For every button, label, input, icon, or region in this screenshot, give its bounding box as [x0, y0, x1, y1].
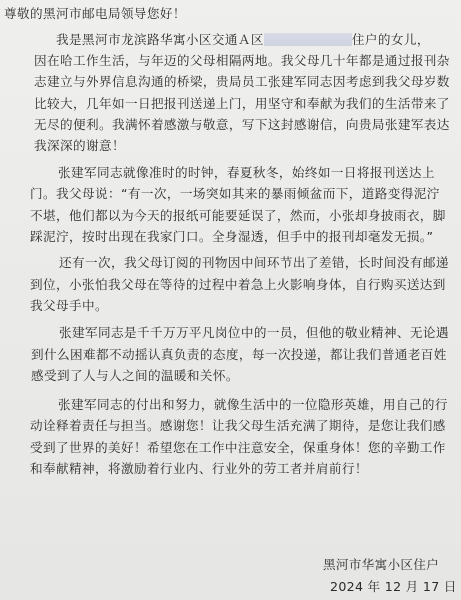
letter-line: 张建军同志是千千万万平凡岗位中的一员，但他的敬业精神、无论遇: [59, 325, 449, 340]
letter-line: 比较大，几年如一日把报刊送递上门，用坚守和奉献为我们的生活带来了: [34, 96, 450, 111]
letter-line: 志建立与外界信息沟通的桥梁，贵局员工张建军同志因考虑到我父母岁数: [34, 74, 450, 89]
letter-line: 动诠释着责任与担当。感谢您！让我父母生活充满了期待，是您让我们感: [30, 418, 446, 433]
letter-line: 因在哈工作生活，与年迈的父母相隔两地。我父母几十年都是通过报刊杂: [34, 53, 450, 68]
letter-line: 感受到了人与人之间的温暖和关怀。: [31, 368, 239, 383]
letter-line: 踩泥泞，按时出现在我家门口。全身湿透，但手中的报刊却毫发无损。”: [30, 229, 434, 244]
letter-line: 无尽的便利。我满怀着感激与敬意，写下这封感谢信，向贵局张建军表达: [34, 117, 450, 132]
letter-line: 张建军同志就像准时的时钟，春夏秋冬，始终如一日将报刊送达上: [58, 165, 435, 180]
letter-line-text: 住户的女儿，: [351, 32, 430, 47]
greeting: 尊敬的黑河市邮电局领导您好！: [4, 6, 186, 21]
letter-line: 和奉献精神，将激励着行业内、行业外的劳工者并肩前行！: [30, 461, 368, 476]
letter-line: 我父母手中。: [30, 298, 108, 313]
letter-line-text: 我是黑河市龙滨路华寓小区交通Ａ区: [56, 32, 264, 47]
letter-line: 还有一次，我父母订阅的刊物因中间环节出了差错，长时间没有邮递: [59, 255, 449, 270]
letter-line: 到位，小张怕我父母在等待的过程中着急上火影响身体，自行购买送达到: [30, 277, 446, 292]
letter-line: 不堪，他们都以为今天的报纸可能要延误了，然而，小张却身披雨衣，脚: [30, 208, 446, 223]
letter-line: 门。我父母说：“有一次，一场突如其来的暴雨倾盆而下，道路变得泥泞: [30, 186, 440, 201]
signature: 黑河市华寓小区住户: [323, 557, 440, 572]
letter-line: 到什么困难都不动摇认真负责的态度，每一次投递，都让我们普通老百姓: [31, 347, 447, 362]
letter-line: 我深深的谢意！: [34, 138, 125, 153]
letter-line: 受到了世界的美好！希望您在工作中注意安全，保重身体！您的辛勤工作: [30, 440, 446, 455]
letter-line: [56, 32, 430, 48]
letter-date: 2024 年 12 月 17 日: [330, 579, 457, 594]
redacted-block: [264, 33, 352, 46]
letter-line: 张建军同志的付出和努力，就像生活中的一位隐形英雄，用自己的行: [58, 397, 448, 412]
